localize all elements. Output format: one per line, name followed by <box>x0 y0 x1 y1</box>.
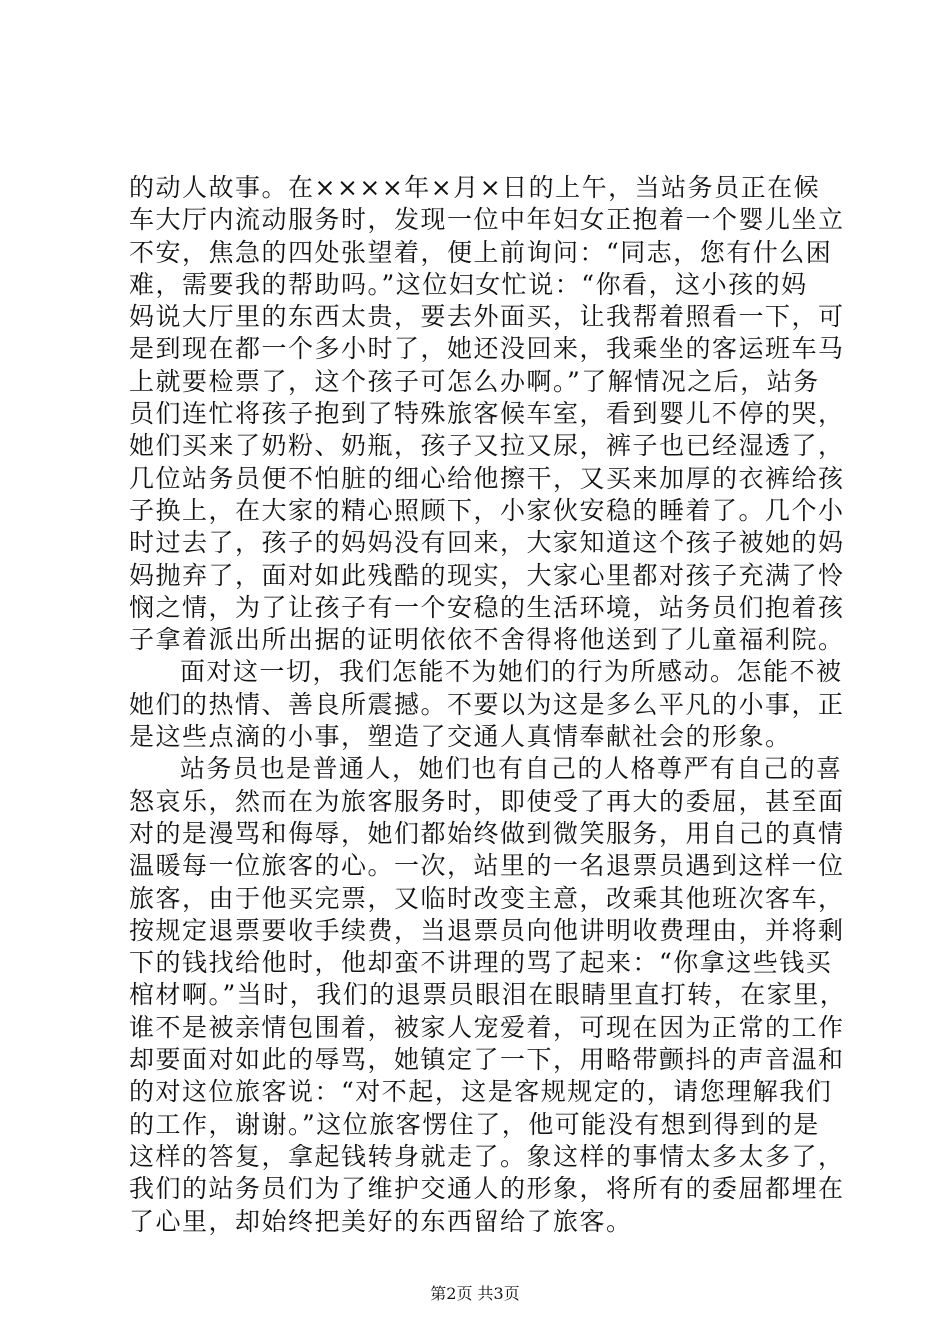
text-line: 几位站务员便不怕脏的细心给他擦干，又买来加厚的衣裤给孩 <box>129 463 845 493</box>
text-line: 她们买来了奶粉、奶瓶，孩子又拉又尿，裤子也已经湿透了， <box>129 431 845 461</box>
text-line: 下的钱找给他时，他却蛮不讲理的骂了起来：“你拿这些钱买 <box>129 948 833 978</box>
text-line: 却要面对如此的辱骂，她镇定了一下，用略带颤抖的声音温和 <box>129 1045 845 1075</box>
text-line: 上就要检票了，这个孩子可怎么办啊。”了解情况之后，站务 <box>129 366 820 396</box>
paragraph-1 <box>129 172 845 656</box>
text-line: 的工作，谢谢。”这位旅客愣住了，他可能没有想到得到的是 <box>129 1109 820 1139</box>
text-line: 是到现在都一个多小时了，她还没回来，我乘坐的客运班车马 <box>129 334 845 364</box>
text-line: 妈抛弃了，面对如此残酷的现实，大家心里都对孩子充满了怜 <box>129 560 845 590</box>
document-body <box>129 172 847 1238</box>
text-line: 旅客，由于他买完票，又临时改变主意，改乘其他班次客车， <box>129 883 845 913</box>
text-line: 她们的热情、善良所震撼。不要以为这是多么平凡的小事，正 <box>129 689 845 719</box>
text-line: 温暖每一位旅客的心。一次，站里的一名退票员遇到这样一位 <box>129 851 845 881</box>
text-line: 对的是漫骂和侮辱，她们都始终做到微笑服务，用自己的真情 <box>129 818 845 848</box>
text-line: 谁不是被亲情包围着，被家人宠爱着，可现在因为正常的工作 <box>129 1012 845 1042</box>
text-line: 难，需要我的帮助吗。”这位妇女忙说：“你看，这小孩的妈 <box>129 269 808 299</box>
text-line: 这样的答复，拿起钱转身就走了。象这样的事情太多太多了， <box>129 1141 845 1171</box>
paragraph-3 <box>129 753 847 1237</box>
text-line: 子拿着派出所出据的证明依依不舍得将他送到了儿童福利院。 <box>129 625 845 655</box>
text-line: 悯之情，为了让孩子有一个安稳的生活环境，站务员们抱着孩 <box>129 592 845 622</box>
paragraph-2 <box>129 656 845 753</box>
text-line: 怒哀乐，然而在为旅客服务时，即使受了再大的委屈，甚至面 <box>129 786 845 816</box>
text-line: 站务员也是普通人，她们也有自己的人格尊严有自己的喜 <box>180 754 843 784</box>
text-line: 是这些点滴的小事，塑造了交通人真情奉献社会的形象。 <box>129 722 792 752</box>
page-number-label: 第2页 共3页 <box>430 1284 520 1303</box>
text-line: 我们的站务员们为了维护交通人的形象，将所有的委屈都埋在 <box>129 1174 845 1204</box>
text-line: 不安，焦急的四处张望着，便上前询问：“同志，您有什么困 <box>129 237 833 267</box>
text-line: 员们连忙将孩子抱到了特殊旅客候车室，看到婴儿不停的哭， <box>129 399 845 429</box>
text-line: 妈说大厅里的东西太贵，要去外面买，让我帮着照看一下，可 <box>129 302 845 332</box>
text-line: 子换上，在大家的精心照顾下，小家伙安稳的睡着了。几个小 <box>129 495 845 525</box>
text-line: 时过去了，孩子的妈妈没有回来，大家知道这个孩子被她的妈 <box>129 528 845 558</box>
page-footer <box>0 1284 950 1304</box>
text-line: 按规定退票要收手续费，当退票员向他讲明收费理由，并将剩 <box>129 915 845 945</box>
text-line: 棺材啊。”当时，我们的退票员眼泪在眼睛里直打转，在家里， <box>129 980 847 1010</box>
text-line: 的对这位旅客说：“对不起，这是客规规定的，请您理解我们 <box>129 1077 833 1107</box>
text-line: 了心里，却始终把美好的东西留给了旅客。 <box>129 1206 633 1236</box>
text-line: 的动人故事。在××××年×月×日的上午，当站务员正在候 <box>129 173 821 202</box>
text-line: 车大厅内流动服务时，发现一位中年妇女正抱着一个婴儿坐立 <box>129 205 845 235</box>
text-line: 面对这一切，我们怎能不为她们的行为所感动。怎能不被 <box>180 657 843 687</box>
